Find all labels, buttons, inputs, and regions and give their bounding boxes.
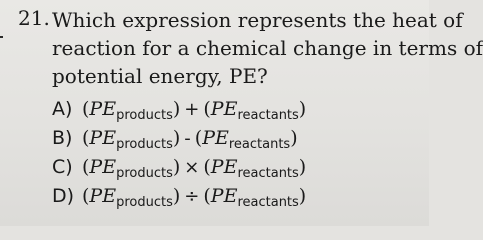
pe-symbol: PE bbox=[89, 127, 117, 149]
answer-option-d[interactable]: D) $(PE_{products}) \div (PE_{reactants})$ bbox=[52, 185, 307, 210]
operator-minus: - bbox=[184, 128, 191, 149]
answer-option-c[interactable]: C) $(PE_{products}) \times (PE_{reactants})$ bbox=[52, 156, 307, 181]
margin-mark bbox=[0, 36, 3, 38]
subscript-products: products bbox=[116, 108, 173, 123]
operator-plus: + bbox=[184, 99, 200, 120]
subscript-reactants: reactants bbox=[237, 195, 299, 210]
subscript-products: products bbox=[116, 195, 173, 210]
operator-divide: ÷ bbox=[184, 186, 200, 207]
subscript-reactants: reactants bbox=[237, 166, 299, 181]
option-letter: A) bbox=[52, 98, 73, 120]
pe-symbol: PE bbox=[210, 185, 238, 207]
operator-times: × bbox=[184, 157, 200, 178]
question-text-line-3: potential energy, PE? bbox=[52, 64, 268, 88]
option-letter: C) bbox=[52, 156, 73, 178]
question-text-line-2: reaction for a chemical change in terms of bbox=[52, 36, 483, 60]
pe-symbol: PE bbox=[202, 127, 229, 149]
pe-symbol: PE bbox=[89, 185, 117, 207]
pe-symbol: PE bbox=[210, 98, 238, 120]
subscript-products: products bbox=[116, 166, 173, 181]
question-number: 21. bbox=[18, 6, 50, 30]
subscript-products: products bbox=[116, 137, 173, 152]
subscript-reactants: reactants bbox=[237, 108, 299, 123]
answer-option-a[interactable]: A) $(PE_{products}) + (PE_{reactants})$ bbox=[52, 98, 307, 123]
pe-symbol: PE bbox=[210, 156, 238, 178]
pe-symbol: PE bbox=[89, 98, 117, 120]
option-letter: D) bbox=[52, 185, 75, 207]
pe-symbol: PE bbox=[89, 156, 117, 178]
question-text-line-1: Which expression represents the heat of bbox=[52, 8, 463, 32]
answer-option-b[interactable]: B) $(PE_{products}) - (PE_{reactants})$ bbox=[52, 127, 298, 152]
subscript-reactants: reactants bbox=[228, 137, 291, 152]
option-letter: B) bbox=[52, 127, 73, 149]
